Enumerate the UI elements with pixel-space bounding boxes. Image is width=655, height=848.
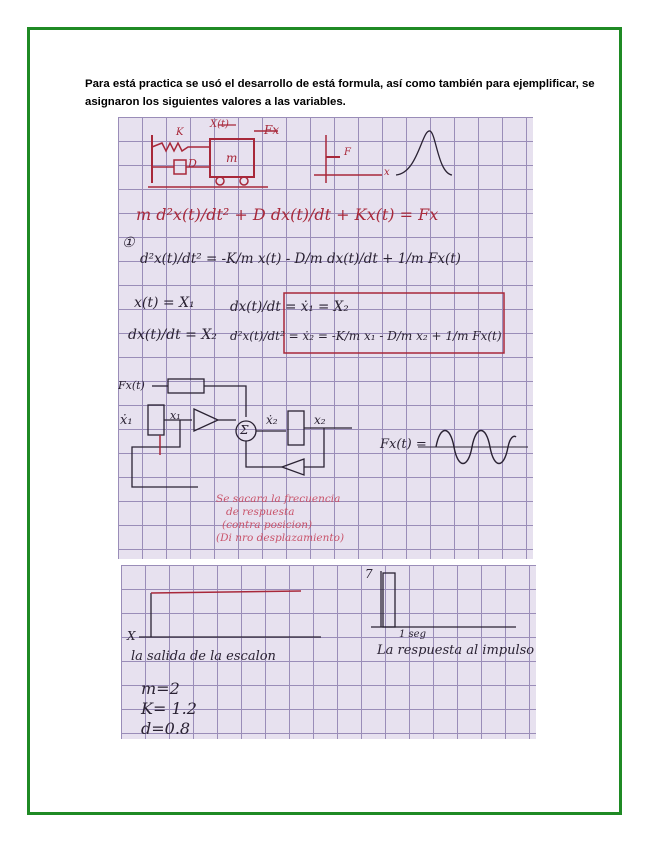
system-eq-2: d²x(t)/dt² = ẋ₂ = -K/m x₁ - D/m x₂ + 1/m Fx(t) [230,329,502,343]
note-line: Se sacara la frecuencia [216,493,341,505]
value-m: m=2 [141,679,180,698]
intro-paragraph: Para está practica se usó el desarrollo de está formula, así como también para ejemplificar, se asignaron los siguientes valores a las variables. [85,78,595,108]
block-x1dot: ẋ₁ [120,413,133,428]
value-k: K= 1.2 [141,699,197,718]
mass-label: m [226,151,238,165]
damper-label: D [188,157,197,170]
impulse-response-caption: La respuesta al impulso [377,643,535,658]
state-x2: dx(t)/dt = X₂ [128,327,217,343]
position-label: X(t) [210,119,229,130]
block-x2dot: ẋ₂ [266,413,278,427]
note-line: de respuesta [226,506,295,518]
block-input-label: Fx(t) [118,379,145,392]
system-eq-1: dx(t)/dt = ẋ₁ = X₂ [230,299,349,315]
equation-step: d²x(t)/dt² = -K/m x(t) - D/m dx(t)/dt + 1/m Fx(t) [140,251,461,267]
input-function: Fx(t) = [380,437,427,452]
step-output-caption: la salida de la escalon [131,649,276,664]
spring-label: K [176,127,184,138]
state-x1: x(t) = X₁ [134,295,195,311]
sum-symbol: Σ [240,423,249,437]
note-line: (contra posicion) [222,519,313,531]
handwritten-note [216,493,344,545]
axis-label: x [384,167,390,178]
derivation-photo [118,117,533,559]
values-photo [121,565,536,739]
x-axis-mark: X [127,629,136,643]
force-arrow-label: F [344,147,351,158]
block-x1: x₁ [170,409,181,422]
equation-number: ① [122,235,135,251]
impulse-height-label: 7 [365,567,373,581]
note-line: (Di nro desplazamiento) [216,532,345,544]
main-equation: m d²x(t)/dt² + D dx(t)/dt + Kx(t) = Fx [136,205,439,224]
time-label: 1 seg [399,629,426,640]
value-d: d=0.8 [141,719,191,738]
block-x2: x₂ [314,413,326,427]
force-label: Fx [264,123,280,137]
